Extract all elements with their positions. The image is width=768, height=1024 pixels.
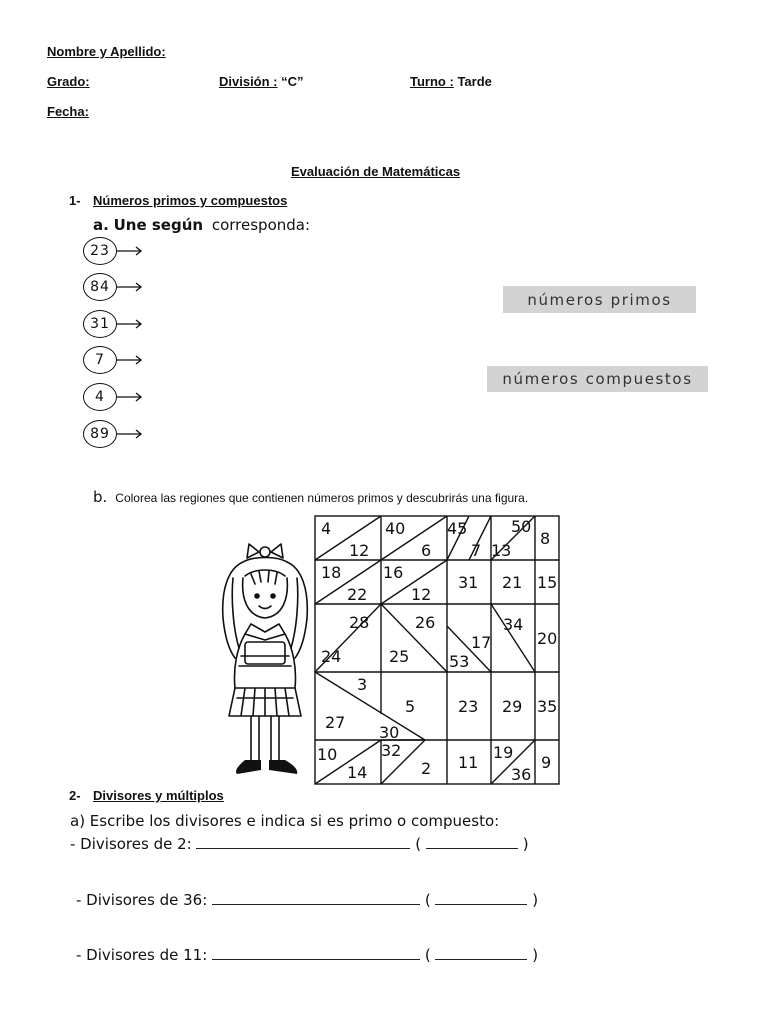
grid-cell: 19 — [493, 743, 514, 762]
grid-cell: 30 — [379, 723, 400, 742]
grid-cell: 24 — [321, 647, 342, 666]
grid-cell: 6 — [421, 541, 432, 560]
grid-cell: 53 — [449, 652, 470, 671]
divisors-row — [70, 835, 529, 853]
arrow-right-icon — [117, 392, 143, 402]
grid-cell: 12 — [349, 541, 370, 560]
division-field — [219, 74, 304, 89]
part-a-rest: corresponda: — [211, 216, 311, 234]
divisors-answer-blank[interactable] — [212, 946, 420, 960]
classification-blank[interactable] — [435, 946, 527, 960]
prime-coloring-grid — [313, 514, 561, 788]
name-label: Nombre y Apellido: — [47, 44, 166, 59]
paren-close: ) — [532, 946, 539, 964]
shift-value: Tarde — [457, 74, 492, 89]
division-value: “C” — [281, 74, 304, 89]
grid-cell: 10 — [317, 745, 338, 764]
paren-open: ( — [424, 891, 431, 909]
page-title: Evaluación de Matemáticas — [291, 164, 461, 179]
paren-open: ( — [424, 946, 431, 964]
grid-cell: 12 — [411, 585, 432, 604]
grid-cell: 4 — [321, 519, 332, 538]
date-label: Fecha: — [47, 104, 89, 119]
grid-cell: 26 — [415, 613, 436, 632]
arrow-right-icon — [117, 429, 143, 439]
grid-cell: 14 — [347, 763, 368, 782]
shift-field — [410, 74, 492, 89]
girl-illustration — [215, 538, 315, 788]
part-b-text: Colorea las regiones que contienen números primos y descubrirás una figura. — [115, 491, 529, 505]
circled-number: 89 — [83, 420, 117, 448]
grid-cell: 28 — [349, 613, 370, 632]
part-a-letter: a. — [93, 216, 109, 234]
grid-cell: 18 — [321, 563, 342, 582]
arrow-right-icon — [117, 319, 143, 329]
shift-label: Turno : — [410, 74, 454, 89]
grid-cell: 8 — [540, 529, 551, 548]
circled-number: 84 — [83, 273, 117, 301]
arrow-right-icon — [117, 282, 143, 292]
paren-close: ) — [522, 835, 529, 853]
grid-cell: 21 — [502, 573, 523, 592]
arrow-right-icon — [117, 246, 143, 256]
primes-box: números primos — [503, 286, 696, 313]
divisors-row — [76, 946, 538, 964]
paren-close: ) — [532, 891, 539, 909]
grid-cell: 7 — [471, 541, 482, 560]
circled-number: 4 — [83, 383, 117, 411]
section2-title: Divisores y múltiplos — [93, 788, 224, 803]
grid-cell: 45 — [447, 519, 468, 538]
circled-number: 7 — [83, 346, 117, 374]
part-b-instruction — [93, 488, 528, 507]
grid-cell: 15 — [537, 573, 558, 592]
divisors-answer-blank[interactable] — [196, 835, 410, 849]
grid-cell: 25 — [389, 647, 410, 666]
grid-cell: 20 — [537, 629, 558, 648]
grade-label: Grado: — [47, 74, 90, 89]
grid-cell: 35 — [537, 697, 558, 716]
part-b-letter: b. — [93, 488, 108, 506]
grid-cell: 40 — [385, 519, 406, 538]
grid-cell: 23 — [458, 697, 479, 716]
divisors-label: - Divisores de 11: — [76, 946, 208, 964]
grid-cell: 32 — [381, 741, 402, 760]
circled-number: 31 — [83, 310, 117, 338]
grid-cell: 31 — [458, 573, 479, 592]
composites-box: números compuestos — [487, 366, 708, 392]
grid-cell: 27 — [325, 713, 346, 732]
paren-open: ( — [415, 835, 422, 853]
grid-cell: 9 — [541, 753, 552, 772]
divisors-label: - Divisores de 36: — [76, 891, 208, 909]
grid-cell: 11 — [458, 753, 479, 772]
grid-cell: 16 — [383, 563, 404, 582]
grid-cell: 29 — [502, 697, 523, 716]
grid-cell: 3 — [357, 675, 368, 694]
classification-blank[interactable] — [426, 835, 518, 849]
grid-cell: 2 — [421, 759, 432, 778]
section1-number: 1- — [69, 193, 81, 208]
grid-cell: 13 — [491, 541, 512, 560]
divisors-row — [76, 891, 538, 909]
grid-cell: 50 — [511, 517, 532, 536]
classification-blank[interactable] — [435, 891, 527, 905]
grid-cell: 36 — [511, 765, 532, 784]
part-a-bold: Une según — [113, 216, 204, 234]
section2-instruction: a) Escribe los divisores e indica si es primo o compuesto: — [70, 812, 500, 830]
grid-cell: 5 — [405, 697, 416, 716]
arrow-right-icon — [117, 355, 143, 365]
divisors-label: - Divisores de 2: — [70, 835, 192, 853]
circled-number: 23 — [83, 237, 117, 265]
grid-cell: 17 — [471, 633, 492, 652]
grid-cell: 34 — [503, 615, 524, 634]
part-a-instruction — [93, 216, 310, 234]
section2-number: 2- — [69, 788, 81, 803]
division-label: División : — [219, 74, 278, 89]
grid-cell: 22 — [347, 585, 368, 604]
section1-title: Números primos y compuestos — [93, 193, 288, 208]
divisors-answer-blank[interactable] — [212, 891, 420, 905]
